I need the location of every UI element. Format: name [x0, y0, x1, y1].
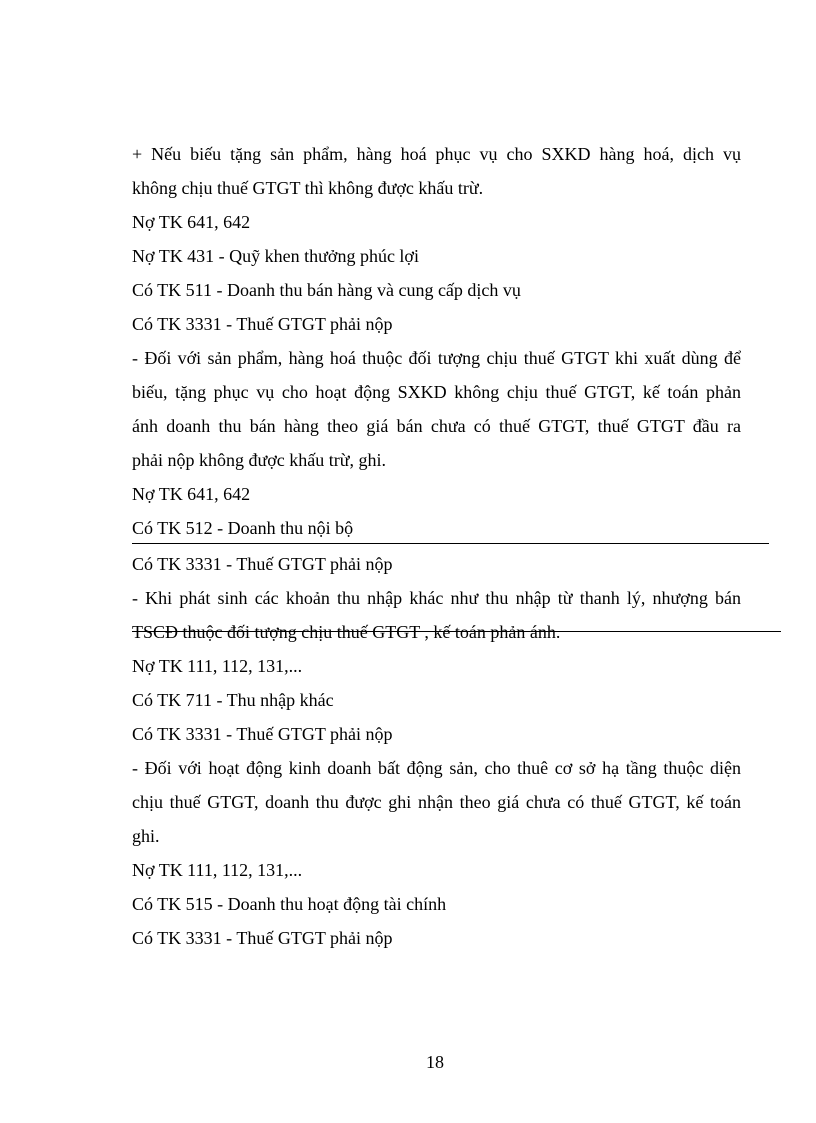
paragraph-line: không chịu thuế GTGT thì không được khấu trừ. [132, 178, 484, 198]
paragraph-line: - Đối với hoạt động kinh doanh bất động sản, cho thuê cơ sở hạ tầng thuộc diện [132, 758, 741, 778]
paragraph-line: biếu, tặng phục vụ cho hoạt động SXKD không chịu thuế GTGT, kế toán phản [132, 382, 741, 402]
paragraph-line: - Khi phát sinh các khoản thu nhập khác như thu nhập từ thanh lý, nhượng bán [132, 588, 741, 608]
strikethrough-rule [132, 631, 781, 632]
paragraph-line: ghi. [132, 826, 160, 846]
journal-entry-credit: Có TK 711 - Thu nhập khác [132, 690, 334, 710]
paragraph-line: phải nộp không được khấu trừ, ghi. [132, 450, 386, 470]
paragraph-line: chịu thuế GTGT, doanh thu được ghi nhận theo giá chưa có thuế GTGT, kế toán [132, 792, 741, 812]
struck-paragraph-line: TSCĐ thuộc đối tượng chịu thuế GTGT , kế toán phản ánh. [132, 622, 561, 642]
journal-entry-credit: Có TK 3331 - Thuế GTGT phải nộp [132, 928, 393, 948]
journal-entry-credit: Có TK 515 - Doanh thu hoạt động tài chính [132, 894, 447, 914]
journal-entry-credit: Có TK 512 - Doanh thu nội bộ [132, 518, 354, 538]
journal-entry-credit: Có TK 3331 - Thuế GTGT phải nộp [132, 554, 393, 574]
journal-entry-debit: Nợ TK 641, 642 [132, 484, 251, 504]
journal-entry-credit: Có TK 3331 - Thuế GTGT phải nộp [132, 314, 393, 334]
journal-entry-credit: Có TK 3331 - Thuế GTGT phải nộp [132, 724, 393, 744]
page-number: 18 [426, 1052, 444, 1072]
horizontal-rule [132, 543, 769, 544]
paragraph-line: + Nếu biếu tặng sản phẩm, hàng hoá phục vụ cho SXKD hàng hoá, dịch vụ [132, 144, 741, 164]
journal-entry-debit: Nợ TK 111, 112, 131,... [132, 860, 303, 880]
paragraph-line: ánh doanh thu bán hàng theo giá bán chưa có thuế GTGT, thuế GTGT đầu ra [132, 416, 741, 436]
journal-entry-debit: Nợ TK 641, 642 [132, 212, 251, 232]
paragraph-line: - Đối với sản phẩm, hàng hoá thuộc đối tượng chịu thuế GTGT khi xuất dùng để [132, 348, 741, 368]
journal-entry-debit: Nợ TK 111, 112, 131,... [132, 656, 303, 676]
journal-entry-credit: Có TK 511 - Doanh thu bán hàng và cung cấp dịch vụ [132, 280, 521, 300]
journal-entry-debit: Nợ TK 431 - Quỹ khen thưởng phúc lợi [132, 246, 419, 266]
